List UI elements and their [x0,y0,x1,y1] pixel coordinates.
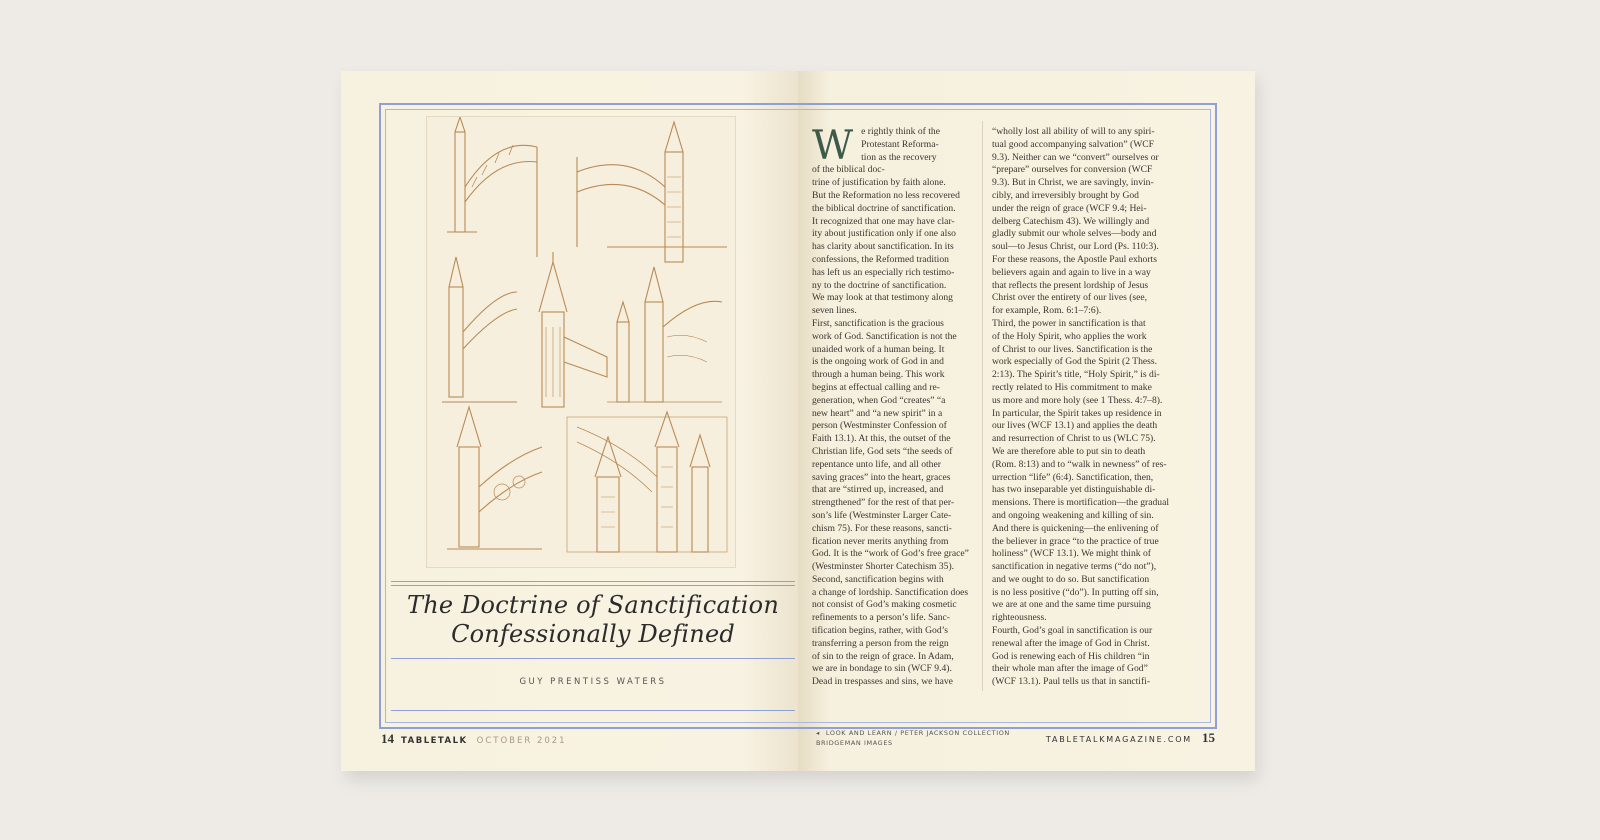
text-line: holiness” (WCF 13.1). We might think of [992,548,1151,560]
text-line: Third, the power in sanctification is that [992,317,1146,329]
credit-line: BRIDGEMAN IMAGES [816,739,893,747]
page-number: 15 [1202,730,1215,745]
text-line: Second, sanctification begins with [812,573,944,585]
text-line: “prepare” ourselves for conversion (WCF [992,164,1153,176]
text-line: has two inseparable yet distinguishable di- [992,484,1156,496]
title-rule [391,581,795,582]
title-line-2: Confessionally Defined [451,620,735,648]
text-line: is no less positive (“do”). In putting off sin, [992,586,1159,598]
title-line-1: The Doctrine of Sanctification [407,591,779,619]
text-line: tual good accompanying salvation” (WCF [992,138,1154,150]
text-line: It recognized that one may have clar- [812,215,955,227]
right-page [798,71,1255,771]
text-line: ity about justification only if one also [812,228,956,240]
text-line: soul—to Jesus Christ, our Lord (Ps. 110:3). [992,241,1159,253]
text-line: Protestant Reforma- [861,138,939,150]
text-line: Dead in trespasses and sins, we have [812,676,953,688]
text-line: transferring a person from the reign [812,637,949,649]
text-line: We are therefore able to put sin to death [992,445,1146,457]
text-line: work of God. Sanctification is not the [812,330,957,342]
right-folio [1046,729,1215,747]
text-line: First, sanctification is the gracious [812,317,944,329]
text-line: seven lines. [812,305,857,317]
text-line: Christ over the entirety of our lives (see, [992,292,1148,304]
left-folio [381,731,567,747]
text-line: of the biblical doc- [812,164,885,176]
title-rule [391,585,795,586]
text-line: Faith 13.1). At this, the outset of the [812,433,951,445]
text-line: we are at one and the same time pursuing [992,599,1151,611]
text-line: the believer in grace “to the practice of true [992,535,1159,547]
text-line: Christian life, God sets “the seeds of [812,445,953,457]
credit-line: LOOK AND LEARN / PETER JACKSON COLLECTION [825,729,1010,737]
text-line: delberg Catechism 43). We willingly and [992,215,1150,227]
byline-rule [391,658,795,659]
text-line: of sin to the reign of grace. In Adam, [812,650,954,662]
text-line: son’s life (Westminster Larger Cate- [812,509,952,521]
text-line: ny to the doctrine of sanctification. [812,279,947,291]
article-title [391,591,795,649]
image-credit [816,728,1010,748]
text-line: under the reign of grace (WCF 9.4; Hei- [992,202,1147,214]
text-line: refinements to a person’s life. Sanc- [812,612,950,624]
text-line: believers again and again to live in a way [992,266,1151,278]
text-line: us more and more holy (see 1 Thess. 4:7–8). [992,394,1163,406]
article-column-1 [812,123,972,689]
column-2-text [992,126,1189,689]
text-line: has clarity about sanctification. In its [812,241,954,253]
text-line: For these reasons, the Apostle Paul exhorts [992,253,1157,265]
text-line: has left us an especially rich testimo- [812,266,955,278]
text-line: strengthened” for the rest of that per- [812,497,955,509]
text-line: mensions. There is mortification—the gradual [992,497,1169,509]
text-line: not consist of God’s making cosmetic [812,599,957,611]
text-line: 9.3). Neither can we “convert” ourselves or [992,151,1159,163]
article-title-block [391,581,795,741]
text-line: e rightly think of the [861,126,940,137]
text-line: and we ought to do so. But sanctification [992,573,1150,585]
site-url: TABLETALKMAGAZINE.COM [1045,735,1192,744]
text-line: through a human being. This work [812,369,945,381]
column-divider [982,121,983,691]
text-line: (WCF 13.1). Paul tells us that in sanctifi- [992,676,1151,688]
byline-rule [391,710,795,711]
text-line: And there is quickening—the enlivening of [992,522,1159,534]
gothic-sketch-image [427,117,735,567]
text-line: we are in bondage to sin (WCF 9.4). [812,663,952,675]
drop-cap: W [812,123,854,169]
text-line: and resurrection of Christ to us (WLC 75). [992,433,1156,445]
text-line: sanctification in negative terms (“do not”), [992,561,1157,573]
text-line: saving graces” into the heart, graces [812,471,951,483]
text-line: the biblical doctrine of sanctification. [812,202,956,214]
column-1-text [812,123,972,689]
text-line: that are “stirred up, increased, and [812,484,944,496]
text-line: righteousness. [992,612,1047,624]
buttress-illustration [426,116,736,568]
text-line: generation, when God “creates” “a [812,394,946,406]
text-line: Fourth, God’s goal in sanctification is our [992,625,1153,637]
text-line: (Westminster Shorter Catechism 35). [812,561,955,573]
text-line: person (Westminster Confession of [812,420,947,432]
text-line: of the Holy Spirit, who applies the work [992,330,1147,342]
text-line: trine of justification by faith alone. [812,177,946,189]
text-line: work especially of God the Spirit (2 Thess. [992,356,1158,368]
text-line: gladly submit our whole selves—body and [992,228,1157,240]
text-line: is the ongoing work of God in and [812,356,944,368]
text-line: fication never merits anything from [812,535,949,547]
text-line: of Christ to our lives. Sanctification is the [992,343,1153,355]
text-line: cibly, and irreversibly brought by God [992,189,1139,201]
text-line: their whole man after the image of God” [992,663,1148,675]
text-line: and ongoing weakening and killing of sin. [992,509,1154,521]
text-line: tification begins, rather, with God’s [812,625,949,637]
text-line: chism 75). For these reasons, sancti- [812,522,952,534]
text-line: rectly related to His commitment to make [992,381,1152,393]
page-number: 14 [381,731,394,746]
text-line: renewal after the image of God in Christ. [992,637,1150,649]
text-line: begins at effectual calling and re- [812,381,940,393]
text-line: a change of lordship. Sanctification does [812,586,969,598]
text-line: 9.3). But in Christ, we are savingly, invin- [992,177,1154,189]
text-line: that reflects the present lordship of Jesus [992,279,1149,291]
text-line: tion as the recovery [861,151,937,163]
author-byline: GUY PRENTISS WATERS [519,677,667,687]
text-line: new heart” and “a new spirit” in a [812,407,943,419]
article-column-2 [992,126,1189,689]
text-line: God is renewing each of His children “in [992,650,1150,662]
text-line: repentance unto life, and all other [812,458,941,470]
text-line: God. It is the “work of God’s free grace” [812,548,969,560]
left-page [341,71,798,771]
text-line: 2:13). The Spirit’s title, “Holy Spirit,” is di- [992,369,1160,381]
magazine-name: TABLETALK [401,736,468,746]
text-line: “wholly lost all ability of will to any spiri- [992,126,1155,137]
text-line: unaided work of a human being. It [812,343,945,355]
text-line: our lives (WCF 13.1) and applies the death [992,420,1158,432]
text-line: In particular, the Spirit takes up residence in [992,407,1162,419]
text-line: for example, Rom. 6:1–7:6). [992,305,1102,317]
text-line: (Rom. 8:13) and to “walk in newness” of res- [992,458,1167,470]
text-line: urrection “life” (6:4). Sanctification, then, [992,471,1154,483]
text-line: We may look at that testimony along [812,292,953,304]
text-line: But the Reformation no less recovered [812,189,960,201]
magazine-spread [341,71,1256,771]
issue-date: OCTOBER 2021 [476,736,567,746]
text-line: confessions, the Reformed tradition [812,253,949,265]
arrow-left-icon: ◂ [816,729,820,737]
